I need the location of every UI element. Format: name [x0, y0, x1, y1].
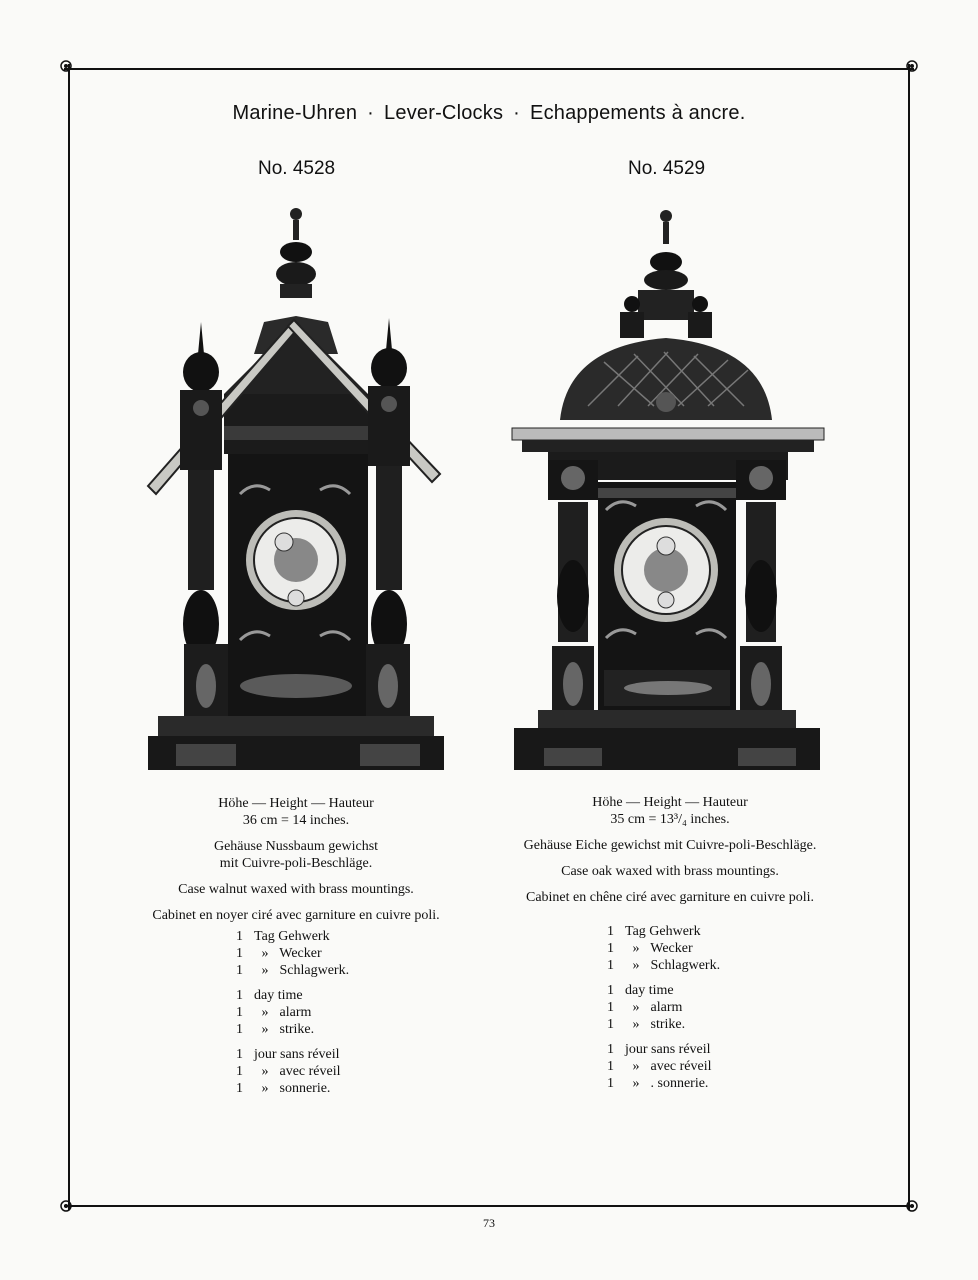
spec-row: 1 » strike.: [607, 1017, 686, 1032]
case-english: Case walnut waxed with brass mountings.: [178, 882, 414, 897]
frame-bottom-rule: [64, 1205, 914, 1207]
spec-group-english: [607, 982, 807, 1033]
case-german-line-2: mit Cuivre-poli-Beschläge.: [219, 856, 373, 871]
case-german: Gehäuse Eiche gewichst mit Cuivre-poli-Beschläge.: [523, 838, 817, 853]
case-french: Cabinet en chêne ciré avec garniture en cuivre poli.: [525, 890, 815, 905]
frame-top-rule: [64, 68, 914, 70]
title-english: Lever-Clocks: [384, 102, 504, 124]
clock-4528-specs: [236, 928, 436, 1105]
clock-4529-description: [488, 794, 852, 915]
spec-group-french: [236, 1046, 436, 1097]
clock-4528-illustration: [144, 204, 444, 770]
frame-right-rule: [908, 64, 910, 1210]
spec-row: 1 Tag Gehwerk: [607, 924, 701, 939]
case-french: Cabinet en noyer ciré avec garniture en cuivre poli.: [152, 908, 440, 923]
corner-ornament-icon: [58, 1198, 74, 1214]
spec-row: 1 » alarm: [607, 1000, 683, 1015]
title-french: Echappements à ancre.: [530, 102, 746, 124]
spec-row: 1 » strike.: [236, 1022, 315, 1037]
spec-row: 1 jour sans réveil: [607, 1042, 711, 1057]
spec-row: 1 » . sonnerie.: [607, 1076, 709, 1091]
spec-row: 1 » Schlagwerk.: [607, 958, 721, 973]
clock-4529-illustration: [508, 206, 826, 770]
title-separator: ·: [367, 102, 375, 124]
height-label: Höhe — Height — Hauteur: [218, 796, 374, 811]
clock-4528-description: [104, 795, 488, 933]
model-number-4528: No. 4528: [258, 158, 336, 179]
clock-4529-specs: [607, 923, 807, 1100]
spec-row: 1 jour sans réveil: [236, 1047, 340, 1062]
spec-group-german: [236, 928, 436, 979]
spec-row: 1 » sonnerie.: [236, 1081, 331, 1096]
height-value: 36 cm = 14 inches.: [242, 813, 350, 828]
spec-row: 1 » Wecker: [607, 941, 693, 956]
spec-row: 1 » alarm: [236, 1005, 312, 1020]
spec-row: 1 » Schlagwerk.: [236, 963, 350, 978]
case-german-line-1: Gehäuse Nussbaum gewichst: [213, 839, 379, 854]
spec-row: 1 » avec réveil: [607, 1059, 712, 1074]
corner-ornament-icon: [58, 58, 74, 74]
spec-row: 1 day time: [236, 988, 303, 1003]
page-title: [0, 102, 978, 125]
page-number: 73: [483, 1216, 495, 1230]
frame-left-rule: [68, 64, 70, 1210]
spec-row: 1 » avec réveil: [236, 1064, 341, 1079]
height-label: Höhe — Height — Hauteur: [592, 795, 748, 810]
title-separator: ·: [513, 102, 521, 124]
spec-group-english: [236, 987, 436, 1038]
spec-row: 1 Tag Gehwerk: [236, 929, 330, 944]
height-value: 35 cm = 13³/₄ inches.: [610, 812, 730, 827]
title-german: Marine-Uhren: [232, 102, 358, 124]
model-number-4529: No. 4529: [628, 158, 706, 179]
spec-group-german: [607, 923, 807, 974]
spec-row: 1 » Wecker: [236, 946, 322, 961]
spec-group-french: [607, 1041, 807, 1092]
case-english: Case oak waxed with brass mountings.: [561, 864, 779, 879]
spec-row: 1 day time: [607, 983, 674, 998]
corner-ornament-icon: [904, 58, 920, 74]
corner-ornament-icon: [904, 1198, 920, 1214]
